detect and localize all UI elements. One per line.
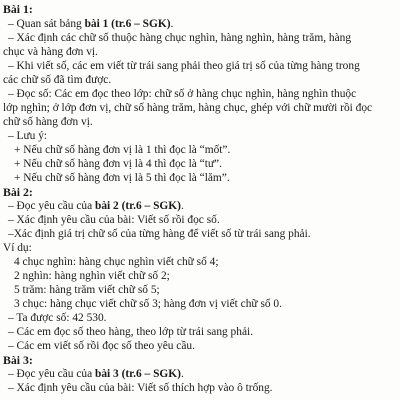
bai1-line-3: chục và hàng đơn vị. [3,46,98,58]
bai2-line-1: – Đọc yêu cầu của bài 2 (tr.6 – SGK). [8,200,184,212]
bai1-line-12: + Nếu chữ số hàng đơn vị là 5 thì đọc là “lăm”. [14,172,230,184]
bai2-line-6: 2 nghìn: hàng nghìn viết chữ số 2; [14,270,170,282]
bai2-line-11: – Các em viết số rồi đọc số theo yêu cầu. [8,340,195,352]
bai2-line-9: – Ta được số: 42 530. [8,312,107,324]
bai3-line-1: – Đọc yêu cầu của bài 3 (tr.6 – SGK). [8,368,184,380]
bai1-line-9: – Lưu ý: [8,130,48,142]
bai2-line-7: 5 trăm: hàng trăm viết chữ số 5; [14,284,160,296]
bai2-line-8: 3 chục: hàng chục viết chữ số 3; hàng đơn vị viết chữ số 0. [14,298,282,310]
bai1-line-5: các chữ số đã tìm được. [3,74,112,86]
bai2-line-5: 4 chục nghìn: hàng chục nghìn viết chữ số 4; [14,256,219,268]
bai2-heading: Bài 2: [3,185,33,199]
bai1-line-8: chữ số hàng đơn vị. [3,116,93,128]
bai3-heading: Bài 3: [3,353,33,367]
bai2-line-4: Ví dụ: [3,242,32,254]
bai1-line-11: + Nếu chữ số hàng đơn vị là 4 thì đọc là “tư”. [14,158,222,170]
bai1-line-2: – Xác định các chữ số thuộc hàng chục nghìn, hàng nghìn, hàng trăm, hàng [8,32,352,44]
bai1-heading: Bài 1: [3,2,33,16]
bai1-line-1: – Quan sát bảng bài 1 (tr.6 – SGK). [8,18,174,30]
bai1-line-7: lớp nghìn; ở lớp đơn vị, chữ số hàng trăm, hàng chục, ghép với chữ mười rồi đọc [3,102,373,114]
bai2-line-3: –Xác định giá trị chữ số của từng hàng để viết số từ trái sang phải. [8,228,311,240]
bai1-line-10: + Nếu chữ số hàng đơn vị là 1 thì đọc là “mốt”. [14,144,231,156]
bai1-line-4: – Khi viết số, các em viết từ trái sang phải theo giá trị số của từng hàng trong [8,60,360,72]
bai2-line-2: – Xác định yêu cầu của bài: Viết số rồi đọc số. [8,214,220,226]
bai2-line-10: – Các em đọc số theo hàng, theo lớp từ trái sang phải. [8,326,254,338]
bai3-line-2: – Xác định yêu cầu của bài: Viết số thích hợp vào ô trống. [8,382,273,394]
bai1-line-6: – Đọc số: Các em đọc theo lớp: chữ số ở hàng chục nghìn, hàng nghìn thuộc [8,88,357,100]
